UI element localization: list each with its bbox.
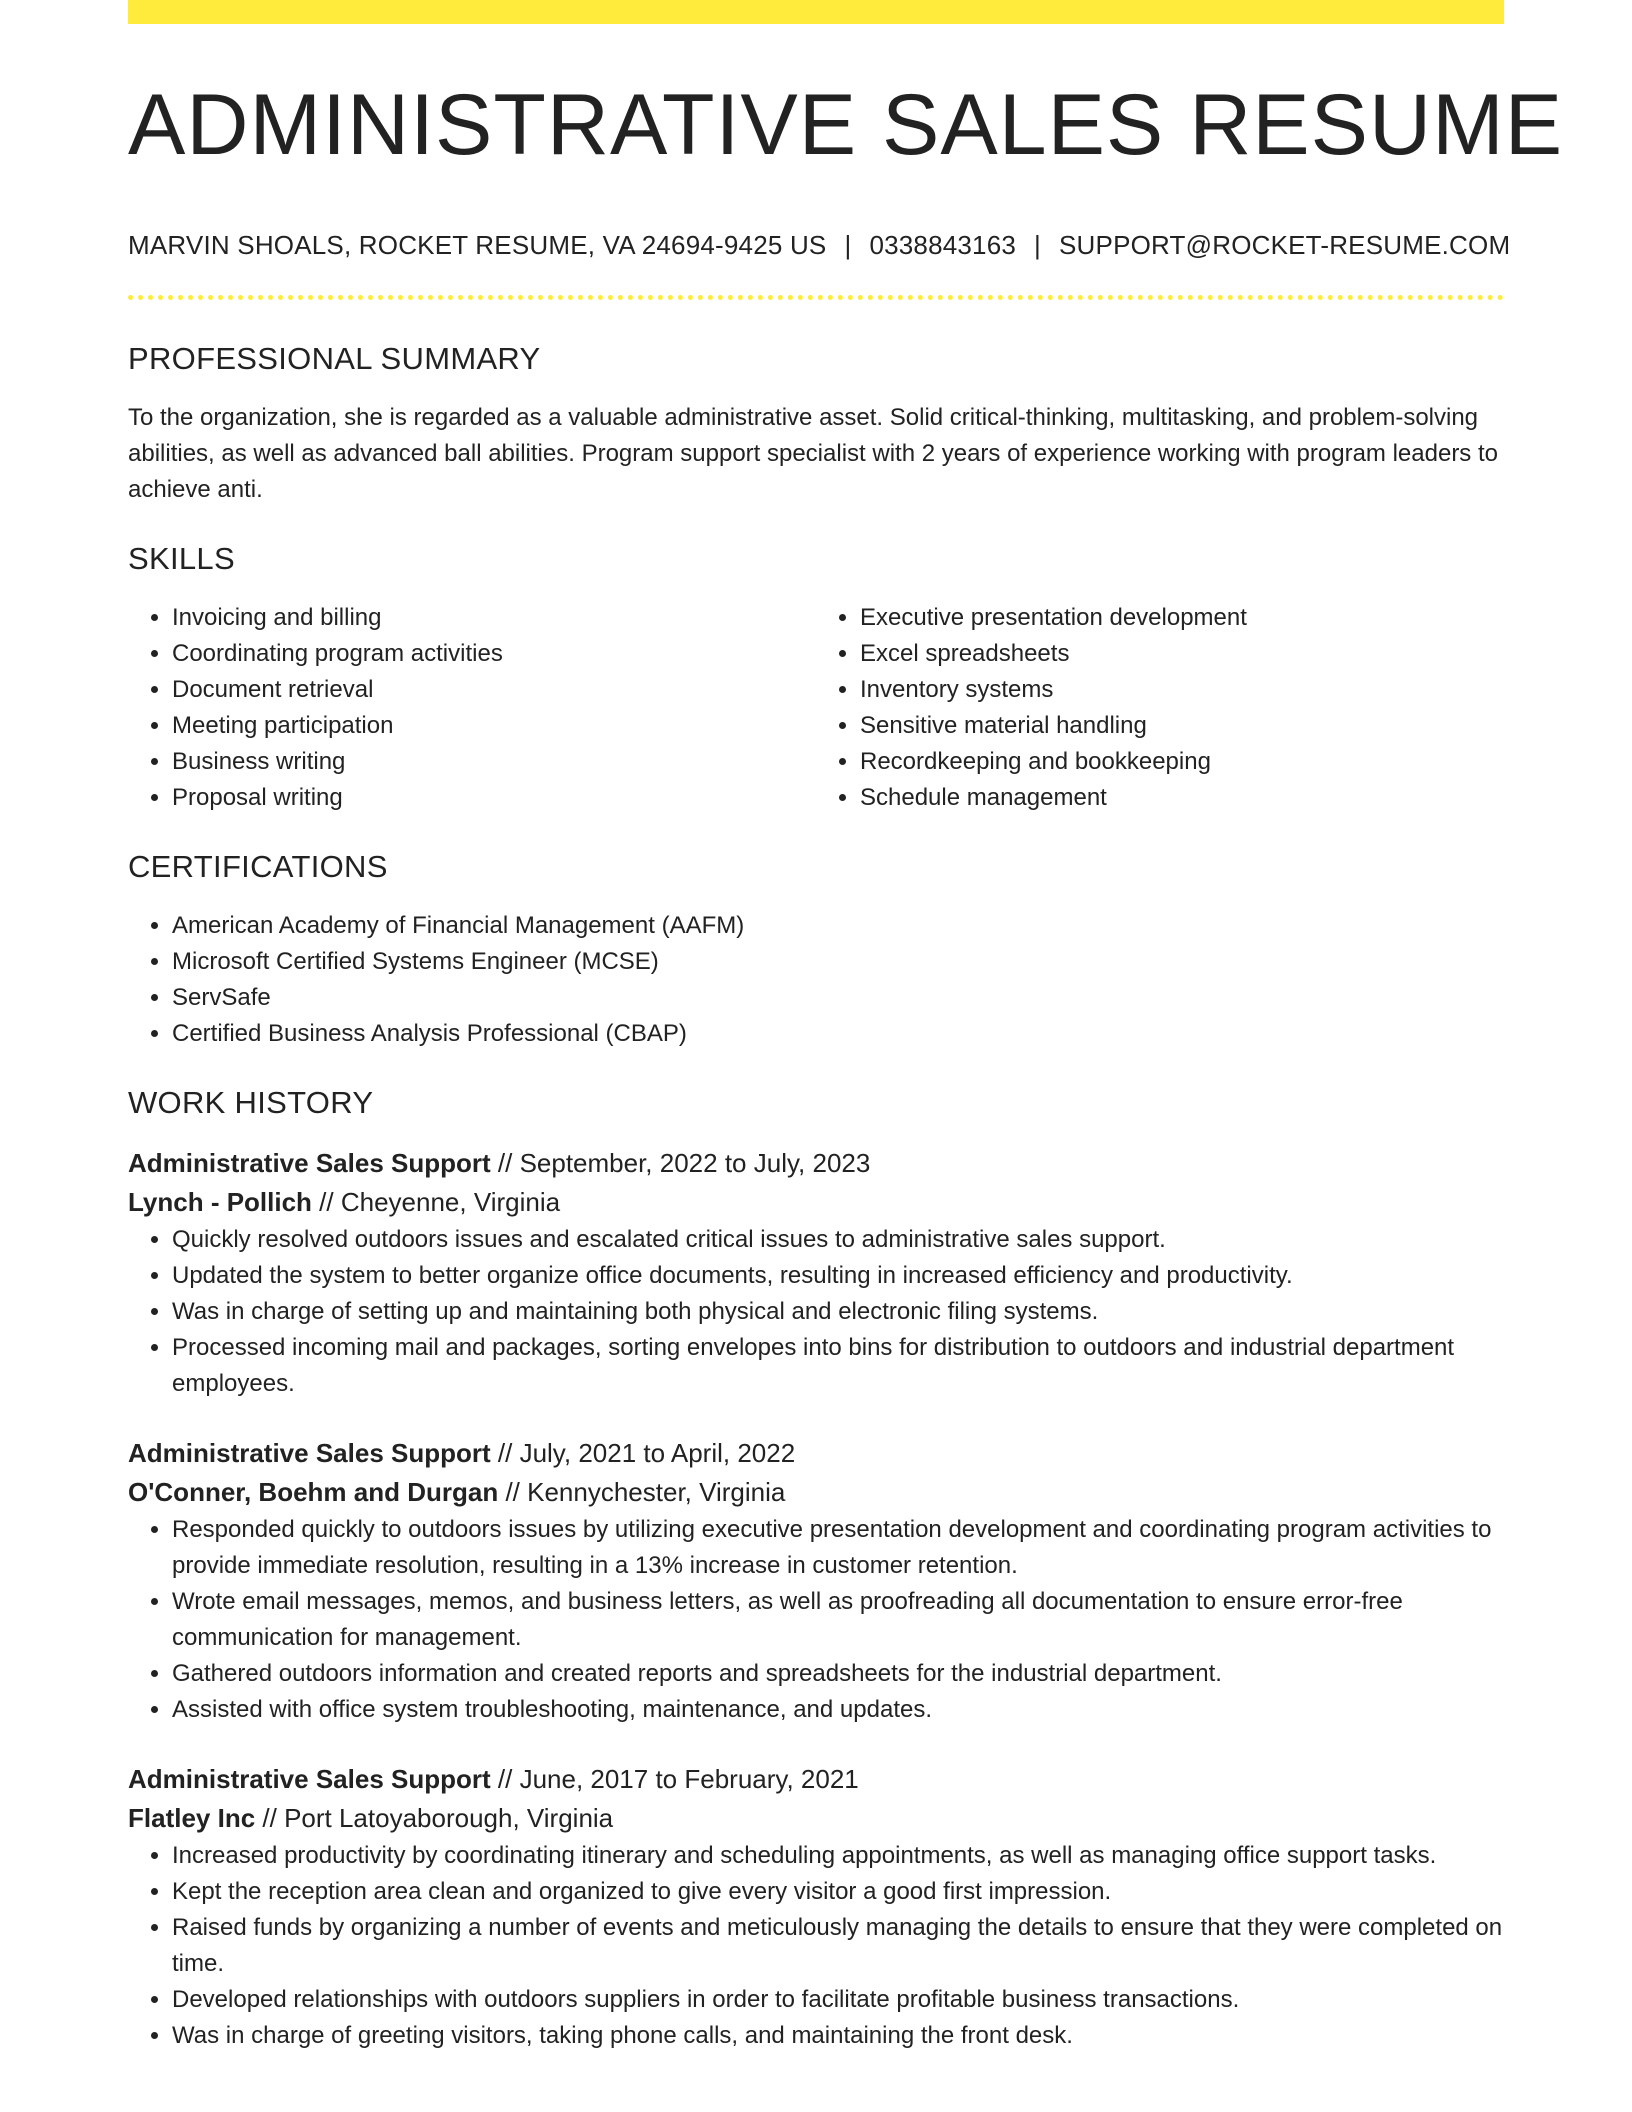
skill-item: • Recordkeeping and bookkeeping [860,744,1504,780]
certification-item: • ServSafe [172,980,1504,1016]
section-heading: SKILLS [128,541,235,577]
job-location: Cheyenne, Virginia [340,1187,561,1218]
job-dates: July, 2021 to April, 2022 [519,1438,796,1469]
job-bullet: • Wrote email messages, memos, and business letters, as well as proofreading all documentation to ensure error-free communication for management. [172,1584,1504,1656]
job-location: Port Latoyaborough, Virginia [284,1803,614,1834]
job-bullet: • Raised funds by organizing a number of events and meticulously managing the details to ensure that they were completed on time. [172,1910,1504,1982]
contact-address: MARVIN SHOALS, ROCKET RESUME, VA 24694-9425 US [128,230,827,260]
job-bullets [128,1838,1504,2054]
job-company-line [128,1183,1504,1222]
skill-item: • Inventory systems [860,672,1504,708]
certifications-list [128,908,1504,1052]
job-bullet: • Assisted with office system troubleshooting, maintenance, and updates. [172,1692,1504,1728]
job-title-line [128,1144,1504,1183]
job-title: Administrative Sales Support [128,1438,491,1469]
job-entry [128,1760,1504,2054]
job-company: O'Conner, Boehm and Durgan [128,1477,499,1508]
skill-item: • Meeting participation [172,708,816,744]
contact-separator: | [844,230,852,260]
job-entry [128,1434,1504,1728]
work-history-section [128,1086,1504,2054]
job-title-line [128,1760,1504,1799]
section-heading: WORK HISTORY [128,1085,374,1121]
job-company: Lynch - Pollich [128,1187,312,1218]
skills-list-right [816,600,1504,816]
skills-column-left [128,600,816,816]
section-heading: PROFESSIONAL SUMMARY [128,341,541,376]
job-bullet: • Quickly resolved outdoors issues and escalated critical issues to administrative sales support. [172,1222,1504,1258]
professional-summary-section [128,342,1504,508]
job-bullet: • Responded quickly to outdoors issues by utilizing executive presentation development and coordinating program activities to provide immediate resolution, resulting in a 13% increase in customer retention. [172,1512,1504,1584]
top-accent-bar [128,0,1504,24]
job-company-line [128,1473,1504,1512]
skills-grid [128,600,1504,816]
job-title: Administrative Sales Support [128,1148,491,1179]
job-separator: // [490,1438,520,1469]
job-separator: // [490,1148,520,1179]
skill-item: • Sensitive material handling [860,708,1504,744]
job-company: Flatley Inc [128,1803,256,1834]
job-title-line [128,1434,1504,1473]
job-bullet: • Gathered outdoors information and created reports and spreadsheets for the industrial department. [172,1656,1504,1692]
resume-title: ADMINISTRATIVE SALES RESUME [128,77,1564,173]
job-separator: // [311,1187,341,1218]
contact-line [128,230,1511,261]
job-company-line [128,1799,1504,1838]
job-bullet: • Developed relationships with outdoors suppliers in order to facilitate profitable business transactions. [172,1982,1504,2018]
summary-text: To the organization, she is regarded as a valuable administrative asset. Solid critical-thinking, multitasking, and problem-solving abilities, as well as advanced ball abilities. Program support specialist with 2 years of experience working with program leaders to achieve anti. [128,404,1498,504]
job-bullet: • Was in charge of setting up and maintaining both physical and electronic filing systems. [172,1294,1504,1330]
section-heading: CERTIFICATIONS [128,849,388,885]
resume-page [128,0,1564,2086]
job-bullet: • Updated the system to better organize office documents, resulting in increased efficiency and productivity. [172,1258,1504,1294]
skill-item: • Excel spreadsheets [860,636,1504,672]
job-bullet: • Was in charge of greeting visitors, taking phone calls, and maintaining the front desk. [172,2018,1504,2054]
certification-item: • Microsoft Certified Systems Engineer (MCSE) [172,944,1504,980]
skills-list-left [128,600,816,816]
contact-separator: | [1034,230,1042,260]
skills-section [128,542,1504,816]
skill-item: • Document retrieval [172,672,816,708]
job-bullets [128,1512,1504,1728]
job-title: Administrative Sales Support [128,1764,491,1795]
skill-item: • Executive presentation development [860,600,1504,636]
job-separator: // [498,1477,528,1508]
job-bullet: • Processed incoming mail and packages, sorting envelopes into bins for distribution to outdoors and industrial department employees. [172,1330,1504,1402]
job-bullets [128,1222,1504,1402]
contact-phone: 0338843163 [869,230,1017,260]
certification-item: • Certified Business Analysis Professional (CBAP) [172,1016,1504,1052]
job-location: Kennychester, Virginia [527,1477,786,1508]
skills-column-right [816,600,1504,816]
skill-item: • Proposal writing [172,780,816,816]
certifications-section [128,850,1504,1052]
job-bullet: • Increased productivity by coordinating itinerary and scheduling appointments, as well as managing office support tasks. [172,1838,1504,1874]
job-entry [128,1144,1504,1402]
certification-item: • American Academy of Financial Management (AAFM) [172,908,1504,944]
skill-item: • Coordinating program activities [172,636,816,672]
job-dates: September, 2022 to July, 2023 [519,1148,871,1179]
skill-item: • Schedule management [860,780,1504,816]
job-bullet: • Kept the reception area clean and organized to give every visitor a good first impression. [172,1874,1504,1910]
job-separator: // [255,1803,285,1834]
dotted-divider [128,295,1504,300]
job-separator: // [490,1764,520,1795]
skill-item: • Invoicing and billing [172,600,816,636]
skill-item: • Business writing [172,744,816,780]
contact-email: SUPPORT@ROCKET-RESUME.COM [1059,230,1511,260]
job-dates: June, 2017 to February, 2021 [519,1764,859,1795]
